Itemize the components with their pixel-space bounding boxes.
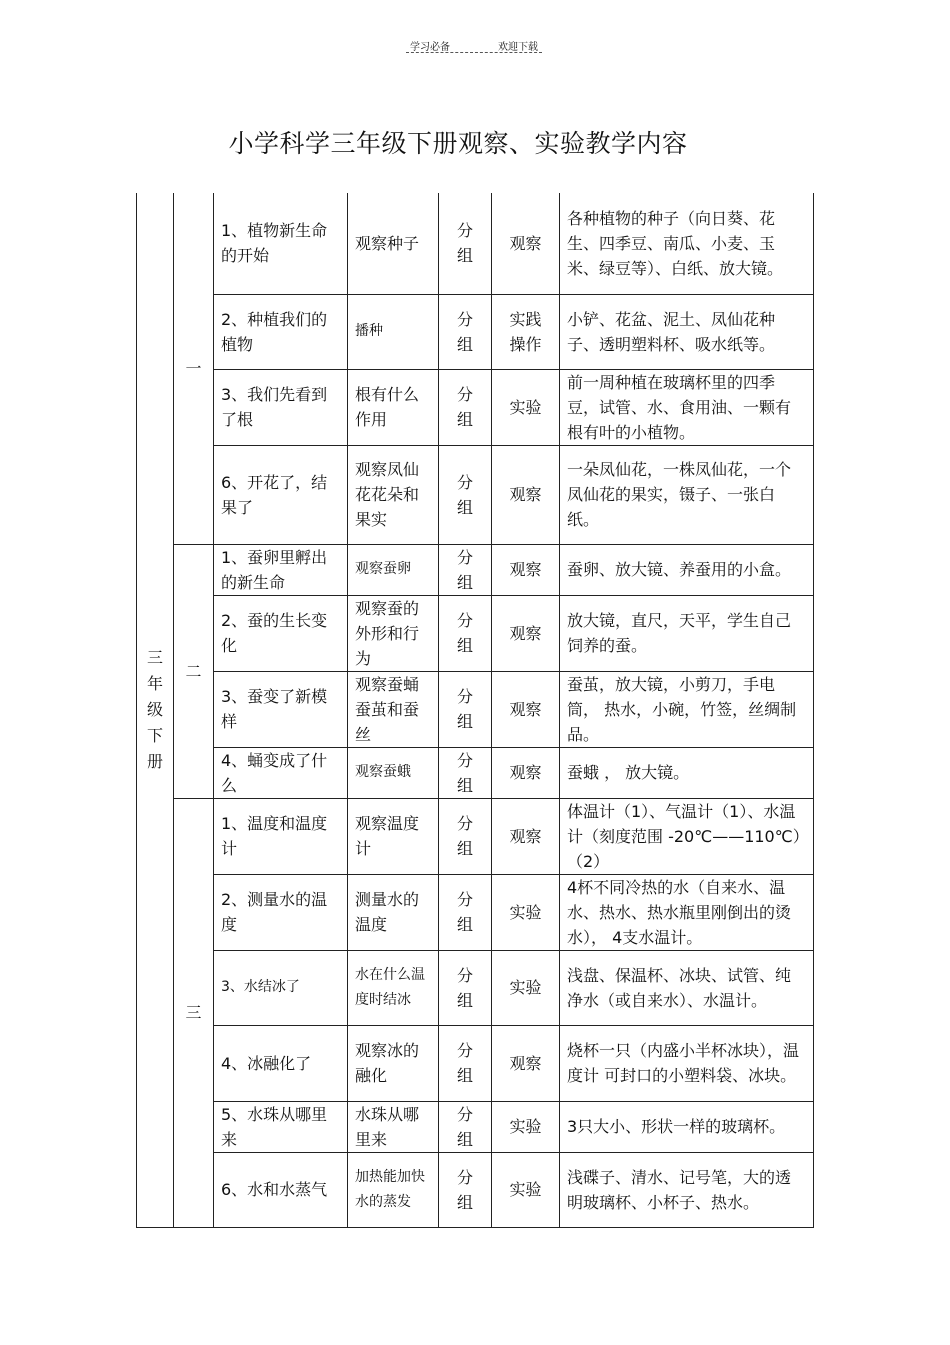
table-row bbox=[137, 798, 814, 874]
type-cell: 实践操作 bbox=[509, 309, 542, 354]
lesson-name: 2、蚕的生长变化 bbox=[214, 595, 348, 671]
activity-cell: 观察温度计 bbox=[348, 798, 439, 874]
organization-cell: 分组 bbox=[456, 1041, 473, 1085]
materials-cell: 体温计（1）、气温计（1）、水温计（刻度范围 -20℃——110℃）（2） bbox=[560, 798, 814, 874]
materials-cell: 小铲、花盆、泥土、凤仙花种子、透明塑料杯、吸水纸等。 bbox=[560, 294, 814, 369]
lesson-name: 6、水和水蒸气 bbox=[214, 1152, 348, 1227]
lesson-name: 4、蛹变成了什么 bbox=[214, 747, 348, 798]
table-row bbox=[137, 747, 814, 798]
unit-label: 一 bbox=[174, 193, 214, 544]
type-cell-wrap bbox=[492, 1152, 560, 1227]
organization-cell: 分组 bbox=[456, 890, 473, 934]
materials-cell: 一朵凤仙花，一株凤仙花，一个凤仙花的果实，镊子、一张白纸。 bbox=[560, 445, 814, 544]
lesson-name: 5、水珠从哪里来 bbox=[214, 1101, 348, 1152]
grade-label: 三年级下册 bbox=[147, 647, 164, 771]
organization-cell: 分组 bbox=[456, 814, 473, 858]
type-cell: 观察 bbox=[509, 623, 542, 643]
page-title: 小学科学三年级下册观察、实验教学内容 bbox=[228, 129, 688, 158]
organization-cell-wrap bbox=[439, 950, 492, 1025]
organization-cell-wrap bbox=[439, 1101, 492, 1152]
table-row bbox=[137, 544, 814, 595]
header-divider bbox=[406, 52, 542, 53]
activity-cell: 观察凤仙花花朵和果实 bbox=[348, 445, 439, 544]
table-row bbox=[137, 671, 814, 747]
organization-cell: 分组 bbox=[456, 965, 473, 1010]
type-cell: 实验 bbox=[509, 397, 542, 417]
table-row bbox=[137, 874, 814, 950]
type-cell: 观察 bbox=[509, 560, 542, 579]
activity-cell: 水珠从哪里来 bbox=[348, 1101, 439, 1152]
lesson-name: 1、蚕卵里孵出的新生命 bbox=[214, 544, 348, 595]
lesson-name: 3、蚕变了新模样 bbox=[214, 671, 348, 747]
organization-cell-wrap bbox=[439, 193, 492, 294]
materials-cell: 浅碟子、清水、记号笔，大的透明玻璃杯、小杯子、热水。 bbox=[560, 1152, 814, 1227]
materials-cell: 放大镜，直尺，天平，学生自己饲养的蚕。 bbox=[560, 595, 814, 671]
type-cell-wrap bbox=[492, 445, 560, 544]
type-cell: 观察 bbox=[509, 1053, 542, 1073]
organization-cell-wrap bbox=[439, 874, 492, 950]
type-cell: 观察 bbox=[509, 826, 542, 846]
type-cell-wrap bbox=[492, 950, 560, 1025]
organization-cell: 分组 bbox=[456, 472, 473, 517]
activity-cell: 观察种子 bbox=[348, 193, 439, 294]
activity-cell: 观察蚕蛾 bbox=[348, 747, 439, 798]
type-cell-wrap bbox=[492, 193, 560, 294]
type-cell-wrap bbox=[492, 798, 560, 874]
type-cell: 观察 bbox=[509, 763, 542, 782]
organization-cell: 分组 bbox=[456, 611, 473, 655]
materials-cell: 蚕蛾 ， 放大镜。 bbox=[560, 747, 814, 798]
type-cell: 实验 bbox=[509, 902, 542, 922]
type-cell-wrap bbox=[492, 294, 560, 369]
organization-cell: 分组 bbox=[456, 1104, 473, 1149]
table-row bbox=[137, 445, 814, 544]
organization-cell: 分组 bbox=[456, 750, 473, 795]
type-cell: 观察 bbox=[509, 233, 542, 253]
organization-cell: 分组 bbox=[456, 385, 473, 429]
activity-cell: 加热能加快水的蒸发 bbox=[348, 1152, 439, 1227]
table-row bbox=[137, 369, 814, 445]
lesson-name: 3、我们先看到了根 bbox=[214, 369, 348, 445]
table-row bbox=[137, 595, 814, 671]
lesson-name: 2、测量水的温度 bbox=[214, 874, 348, 950]
type-cell-wrap bbox=[492, 544, 560, 595]
organization-cell-wrap bbox=[439, 445, 492, 544]
organization-cell-wrap bbox=[439, 369, 492, 445]
type-cell-wrap bbox=[492, 747, 560, 798]
activity-cell: 播种 bbox=[348, 294, 439, 369]
materials-cell: 烧杯一只（内盛小半杯冰块），温度计 可封口的小塑料袋、冰块。 bbox=[560, 1025, 814, 1101]
lesson-name: 4、冰融化了 bbox=[214, 1025, 348, 1101]
lesson-table bbox=[136, 193, 814, 1228]
activity-cell: 观察冰的融化 bbox=[348, 1025, 439, 1101]
table-row bbox=[137, 193, 814, 294]
table-row bbox=[137, 1025, 814, 1101]
lesson-name: 1、植物新生命的开始 bbox=[214, 193, 348, 294]
lesson-name: 6、开花了，结果了 bbox=[214, 445, 348, 544]
organization-cell: 分组 bbox=[456, 687, 473, 731]
table-row bbox=[137, 1152, 814, 1227]
type-cell-wrap bbox=[492, 1025, 560, 1101]
table-row bbox=[137, 294, 814, 369]
header-right: 欢迎下载 bbox=[498, 42, 538, 53]
materials-cell: 浅盘、保温杯、冰块、试管、纯净水（或自来水）、水温计。 bbox=[560, 950, 814, 1025]
type-cell: 实验 bbox=[509, 978, 542, 997]
activity-cell: 观察蚕的外形和行为 bbox=[348, 595, 439, 671]
header-left: 学习必备 bbox=[410, 42, 450, 53]
unit-label: 二 bbox=[174, 544, 214, 798]
materials-cell: 各种植物的种子（向日葵、花生、四季豆、南瓜、小麦、玉米、绿豆等）、白纸、放大镜。 bbox=[560, 193, 814, 294]
activity-cell: 观察蚕蛹蚕茧和蚕丝 bbox=[348, 671, 439, 747]
type-cell-wrap bbox=[492, 369, 560, 445]
type-cell-wrap bbox=[492, 1101, 560, 1152]
materials-cell: 蚕卵、放大镜、养蚕用的小盒。 bbox=[560, 544, 814, 595]
unit-label: 三 bbox=[174, 798, 214, 1227]
table-row bbox=[137, 950, 814, 1025]
type-cell: 观察 bbox=[509, 485, 542, 504]
organization-cell-wrap bbox=[439, 544, 492, 595]
organization-cell-wrap bbox=[439, 671, 492, 747]
lesson-name: 2、种植我们的植物 bbox=[214, 294, 348, 369]
activity-cell: 观察蚕卵 bbox=[348, 544, 439, 595]
type-cell-wrap bbox=[492, 874, 560, 950]
table-row bbox=[137, 1101, 814, 1152]
organization-cell: 分组 bbox=[456, 221, 473, 266]
materials-cell: 蚕茧，放大镜，小剪刀，手电筒， 热水，小碗，竹签，丝绸制品。 bbox=[560, 671, 814, 747]
type-cell-wrap bbox=[492, 671, 560, 747]
type-cell-wrap bbox=[492, 595, 560, 671]
activity-cell: 根有什么作用 bbox=[348, 369, 439, 445]
organization-cell-wrap bbox=[439, 294, 492, 369]
type-cell: 实验 bbox=[509, 1117, 542, 1136]
organization-cell: 分组 bbox=[456, 547, 473, 592]
materials-cell: 前一周种植在玻璃杯里的四季豆，试管、水、食用油、一颗有根有叶的小植物。 bbox=[560, 369, 814, 445]
activity-cell: 测量水的温度 bbox=[348, 874, 439, 950]
organization-cell-wrap bbox=[439, 747, 492, 798]
organization-cell: 分组 bbox=[456, 1167, 473, 1212]
organization-cell-wrap bbox=[439, 798, 492, 874]
materials-cell: 3只大小、形状一样的玻璃杯。 bbox=[560, 1101, 814, 1152]
organization-cell-wrap bbox=[439, 1152, 492, 1227]
type-cell: 观察 bbox=[509, 699, 542, 719]
organization-cell-wrap bbox=[439, 595, 492, 671]
organization-cell: 分组 bbox=[456, 309, 473, 354]
materials-cell: 4杯不同冷热的水（自来水、温水、热水、热水瓶里刚倒出的烫水）， 4支水温计。 bbox=[560, 874, 814, 950]
organization-cell-wrap bbox=[439, 1025, 492, 1101]
grade-cell bbox=[137, 193, 174, 1227]
type-cell: 实验 bbox=[509, 1180, 542, 1199]
lesson-name: 1、温度和温度计 bbox=[214, 798, 348, 874]
lesson-name: 3、水结冰了 bbox=[214, 950, 348, 1025]
activity-cell: 水在什么温度时结冰 bbox=[348, 950, 439, 1025]
